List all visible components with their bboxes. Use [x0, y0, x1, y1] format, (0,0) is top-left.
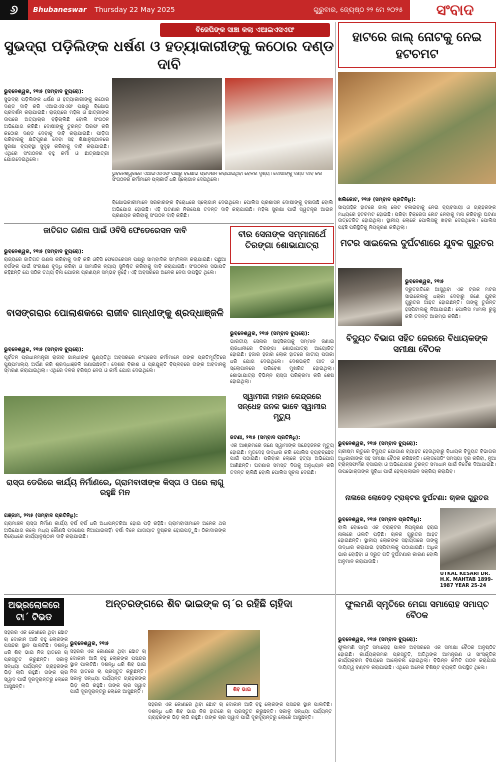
vidhayak-photo — [338, 360, 496, 428]
sswami-dateline: ଜଟଣୀ, ୨୧ା୫ (ସମ୍ବାଦ ପ୍ରତିନିଧି): — [230, 435, 301, 441]
road-column — [4, 502, 226, 592]
lead-column-1 — [4, 78, 109, 220]
cycle-column — [405, 268, 496, 330]
page-header — [0, 0, 500, 20]
lead-headline: ସୁଭଦ୍ରା ପଡ଼ିଲିଙ୍କ ଧର୍ଷଣ ଓ ହତ୍ୟାକାରୀଙ୍କୁ କଠୋର ଦଣ୍ଡ ଦାବି — [4, 39, 334, 73]
accident-dateline: ଭୁବନେଶ୍ୱର, ୨୧ା୫ (ସମ୍ବାଦ ପ୍ରତିନିଧି): — [338, 517, 422, 523]
phulmani-headline: ଫୁଲମଣି ସ୍ମୃତିରେ ମେଗା ସମାରୋହ ସମାପ୍ତ ବୈଠକ — [345, 600, 489, 621]
shiva-column-1 — [4, 630, 68, 760]
market-column — [338, 186, 496, 234]
rajiv-body: ପୂର୍ବତନ ପ୍ରଧାନମନ୍ତ୍ରୀ ରାଜୀବ ଗାନ୍ଧୀଙ୍କ ପୁଣ୍ୟତିଥି ଅବସରରେ କଂଗ୍ରେସ କର୍ମୀମାନେ ତାଙ୍କ ପ୍ରତିମୂର୍ତ୍ତିରେ ପୁଷ୍ପମାଲ୍ୟ ଅର୍ପଣ କରି ଶ୍ରଦ୍ଧାଞ୍ଜଳି ଜଣାଇଛନ୍ତି। ଦେଶର ବିକାଶ ଓ ପ୍ରଯୁକ୍ତି ବିପ୍ଳବରେ ତାଙ୍କ ଅବଦାନକୁ ସ୍ମରଣ କରାଯାଇଥିଲା। ଏଥିରେ ଦଳର ବରିଷ୍ଠ ନେତା ଓ କର୍ମୀ ଯୋଗ ଦେଇଥିଲେ। — [4, 355, 226, 375]
page-number: ୬ — [0, 0, 28, 20]
road-headline: ରାସ୍ତା ଡେରିରେ କାର୍ଯ୍ୟ ନିର୍ମାଣରେ, ଗ୍ରାମବାସୀଙ୍କ କିସ୍ତା ଓ ପରେ ଲାଗୁ ରହୁଛି ମନ — [6, 478, 224, 497]
lead-column-2 — [112, 200, 333, 222]
obc-body: ରାଜ୍ୟରେ ଜାତିଗତ ଗଣନା କରିବାକୁ ଦାବି କରି ଓବିସି ଫେଡେରେସନ ପକ୍ଷରୁ ସାମ୍ବାଦିକ ସମ୍ମିଳନୀ କରାଯାଇଛି। ପଛୁଆ ବର୍ଗଙ୍କ ପାଇଁ ସଂରକ୍ଷଣ ବୃଦ୍ଧି କରିବା ଓ ସାମାଜିକ ନ୍ୟାୟ ସୁନିଶ୍ଚିତ କରିବାକୁ ଦାବି କରାଯାଇଛି। ସଂଗଠନର ସଭାପତି କହିଛନ୍ତି ଯେ ସଠିକ ତଥ୍ୟ ବିନା ଯୋଜନା ପ୍ରଣୟନ ସମ୍ଭବ ନୁହେଁ। ଏହି ଅବସରରେ ଅନେକ ନେତା ଉପସ୍ଥିତ ଥିଲେ। — [4, 257, 226, 277]
vidhayak-column — [338, 430, 496, 490]
lead-body: ସୁଭଦ୍ରା ପଡ଼ିଲିଙ୍କ ଧର୍ଷଣ ଓ ହତ୍ୟାକାରୀଙ୍କୁ କଠୋର ଦଣ୍ଡ ଦାବି କରି ଏଆଇଏସଏଫ ପକ୍ଷରୁ ବିକ୍ଷୋଭ ପ୍ରଦର୍ଶନ କରାଯାଇଛି। ରାଜ୍ୟରେ ମହିଳା ଓ ଛାତ୍ରୀଙ୍କ ଉପରେ ଅତ୍ୟାଚାର ବଢ଼ିଚାଲିଛି ବୋଲି ସଂଗଠନ ଅଭିଯୋଗ କରିଛି। ଦୋଷୀଙ୍କୁ ତୁରନ୍ତ ଗିରଫ କରି କଠୋର ଦଣ୍ଡ ଦେବାକୁ ଦାବି କରାଯାଇଛି। ପୀଡ଼ିତା ପରିବାରକୁ କ୍ଷତିପୂରଣ ଦେବା ସହ ଶିକ୍ଷାନୁଷ୍ଠାନରେ ସୁରକ୍ଷା ବ୍ୟବସ୍ଥା ସୁଦୃଢ଼ କରିବାକୁ ଦାବି କରାଯାଇଛି। ଏଥିରେ ସଂଗଠନର ବହୁ କର୍ମୀ ଓ ଛାତ୍ରଛାତ୍ରୀ ଯୋଗଦେଇଥିଲେ। — [4, 97, 109, 164]
lead-body-2: ବିକ୍ଷୋଭକାରୀମାନେ ସରକାରଙ୍କ ବିରୋଧରେ ସ୍ଲୋଗାନ ଦେଇଥିଲେ। ପୋଲିସ ପ୍ରଶାସନ ଦୋଷୀଙ୍କୁ ବଞ୍ଚାଉଛି ବୋଲି ଅଭିଯୋଗ ହୋଇଛି। ଏହି ଘଟଣାର ନିରପେକ୍ଷ ତଦନ୍ତ ଦାବି କରାଯାଇଛି। ମହିଳା ସୁରକ୍ଷା ପାଇଁ ସ୍ୱତନ୍ତ୍ର ଆଇନ ପ୍ରଣୟନ କରିବାକୁ ସଂଗଠନ ଦାବି କରିଛି। — [112, 200, 333, 220]
shiva-body-3: ସହରର ଏକ କୋଣରେ ଥିବା ଛୋଟ ଚା ଦୋକାନ ଆଜି ବହୁ ଲୋକଙ୍କ ପସନ୍ଦର ସ୍ଥାନ ପାଲଟିଛି। ଦଶନ୍ଧି ଧରି ଶିବ ଭାଇ ନିଜ ହାତରେ ଚା ପ୍ରସ୍ତୁତ କରୁଛନ୍ତି। ସକାଳୁ ସନ୍ଧ୍ୟା ପର୍ଯ୍ୟନ୍ତ ଗ୍ରାହକଙ୍କ ଭିଡ଼ ଲାଗି ରହୁଛି। ତାଙ୍କ ଚାର ସ୍ୱାଦ ପାଇଁ ଦୂରଦୂରାନ୍ତରୁ ଲୋକେ ଆସୁଛନ୍ତି। — [148, 702, 332, 722]
lead-kicker: ବିଜେପିଙ୍କ ସାଞ୍ଚା କଲା ଏଆଇଏସଏଫ — [160, 23, 330, 37]
rajiv-column — [4, 336, 226, 394]
shiva-ad: ଅଭ୍ରଲୋକରେ ଟା´ ଟିଭଡ — [4, 598, 64, 626]
edition-name: Bhubaneswar — [33, 6, 87, 14]
lead-photo-2 — [225, 78, 333, 170]
shiva-body: ସହରର ଏକ କୋଣରେ ଥିବା ଛୋଟ ଚା ଦୋକାନ ଆଜି ବହୁ ଲୋକଙ୍କ ପସନ୍ଦର ସ୍ଥାନ ପାଲଟିଛି। ଦଶନ୍ଧି ଧରି ଶିବ ଭାଇ ନିଜ ହାତରେ ଚା ପ୍ରସ୍ତୁତ କରୁଛନ୍ତି। ସକାଳୁ ସନ୍ଧ୍ୟା ପର୍ଯ୍ୟନ୍ତ ଗ୍ରାହକଙ୍କ ଭିଡ଼ ଲାଗି ରହୁଛି। ତାଙ୍କ ଚାର ସ୍ୱାଦ ପାଇଁ ଦୂରଦୂରାନ୍ତରୁ ଲୋକେ ଆସୁଛନ୍ତି। — [4, 630, 68, 690]
lead-photo-1 — [112, 78, 222, 170]
vidhayak-dateline: ଭୁବନେଶ୍ୱର, ୨୧ା୫ (ସମ୍ବାଦ ବ୍ୟୁରୋ): — [338, 441, 418, 447]
date-odia: ଗୁରୁବାର, ଜ୍ୟେଷ୍ଠ ୨୨ ମେ ୨୦୨୫ — [313, 5, 403, 14]
road-body: ଗ୍ରାମାଞ୍ଚଳ ରାସ୍ତା ନିର୍ମାଣ କାର୍ଯ୍ୟ ବର୍ଷ ବର୍ଷ ଧରି ଅଧାପନ୍ତରିଆ ହୋଇ ପଡ଼ି ରହିଛି। ଗ୍ରାମବାସୀମାନେ ଅନେକ ଥର ଅଭିଯୋଗ କଲେ ମଧ୍ୟ କୌଣସି ପଦକ୍ଷେପ ନିଆଯାଇନାହିଁ। ବର୍ଷା ଦିନେ ଯାତାୟାତ ଦୁଷ୍କର ହୋଇପଡ଼ୁଛି। ଠିକାଦାରଙ୍କ ବିରୋଧରେ କାର୍ଯ୍ୟାନୁଷ୍ଠାନ ଦାବି କରାଯାଇଛି। — [4, 521, 226, 541]
divider-line — [4, 223, 334, 224]
lead-photo-caption: ଭୁବନେଶ୍ୱରରେ ଏଆଇଏସଏଫ ପକ୍ଷରୁ ବିକ୍ଷୋଭ ପ୍ରଦର୍ଶନ କରାଯାଇଥିବା ବେଳର ଦୃଶ୍ୟ। ଦୋଷୀଙ୍କୁ ଦଣ୍ଡ ଦାବି କରି ସଂଗଠନର କର୍ମୀମାନେ ପ୍ଲାକାର୍ଡ ଧରି ସ୍ଲୋଗାନ ଦେଇଥିଲେ। — [112, 172, 323, 184]
obc-headline: ଜାତିଗତ ଗଣନା ପାଇଁ ଓବିସି ଫେଡେରେସନ ଦାବି — [43, 226, 187, 235]
rajiv-photo — [4, 396, 226, 474]
obc-dateline: ଭୁବନେଶ୍ୱର, ୨୧ା୫ (ସମ୍ବାଦ ବ୍ୟୁରୋ): — [4, 249, 84, 255]
tiranga-headline: ବୀର ସେନାଙ୍କ ସମ୍ମାନାର୍ଥେ ତିରଙ୍ଗା ଶୋଭାଯାତ୍ରା — [230, 226, 334, 264]
date-english: Thursday 22 May 2025 — [94, 6, 175, 14]
shiva-badge: ଶିବ ଭାଇ — [226, 684, 258, 697]
cycle-photo — [338, 268, 402, 326]
lead-dateline: ଭୁବନେଶ୍ୱର, ୨୧ା୫ (ସମ୍ବାଦ ବ୍ୟୁରୋ): — [4, 89, 84, 95]
phulmani-dateline: ଭୁବନେଶ୍ୱର, ୨୧ା୫ (ସମ୍ବାଦ ବ୍ୟୁରୋ): — [338, 637, 418, 643]
market-photo — [338, 72, 496, 184]
road-dateline: ଗଞ୍ଜାମ, ୨୧ା୫ (ସମ୍ବାଦ ପ୍ରତିନିଧି): — [4, 513, 78, 519]
cycle-headline: ମଟର ସାଇକେଲ ଦୁର୍ଘଟଣାରେ ଯୁବକ ଗୁରୁତର — [340, 239, 494, 249]
sswami-column — [230, 424, 334, 578]
accident-column — [338, 506, 438, 596]
obc-column — [4, 238, 226, 306]
rajiv-dateline: ଭୁବନେଶ୍ୱର, ୨୧ା୫ (ସମ୍ବାଦ ବ୍ୟୁରୋ): — [4, 347, 84, 353]
cycle-dateline: ଭୁବନେଶ୍ୱର, ୨୧ା୫ — [405, 279, 444, 285]
tiranga-column — [230, 320, 334, 388]
sswami-body: ଏକ ଆଶ୍ରମରେ ଜଣେ ସ୍ୱାମୀଙ୍କ ସନ୍ଦେହଜନକ ମୃତ୍ୟୁ ହୋଇଛି। ମୃତଦେହ ଉଦ୍ଧାର କରି ପୋଲିସ ବ୍ୟବଚ୍ଛେଦ ପାଇଁ ପଠାଇଛି। ପରିବାର ଲୋକେ ହତ୍ୟା ଅଭିଯୋଗ ଆଣିଛନ୍ତି। ଘଟଣାର ସମସ୍ତ ଦିଗକୁ ଅନୁଧ୍ୟାନ କରି ତଦନ୍ତ ଚାଲିଛି ବୋଲି ପୋଲିସ ସୂଚନା ଦେଇଛି। — [230, 443, 334, 476]
divider-line — [4, 594, 496, 595]
header-bar — [28, 0, 408, 20]
sswami-headline: ସ୍ୱାମୀଜୀ ମହାନ କେନ୍ଦ୍ରରେ ସନ୍ଧେହ ଜନକ ଭାବେ ସ୍ୱାମୀର ମୃତ୍ୟୁ — [237, 392, 327, 421]
cycle-body: ଦ୍ରୁତଗତିରେ ଆସୁଥିବା ଏକ ଟ୍ରକ ମଟର ସାଇକେଲକୁ ଧକ୍କା ଦେବାରୁ ଜଣେ ଯୁବକ ଗୁରୁତର ଆହତ ହୋଇଛନ୍ତି। ତାଙ୍କୁ ତୁରନ୍ତ ହସ୍ପିଟାଲକୁ ନିଆଯାଇଛି। ପୋଲିସ ମାମଲା ରୁଜୁ କରି ତଦନ୍ତ ଆରମ୍ଭ କରିଛି। — [405, 287, 496, 320]
phulmani-body: ଫୁଲମଣି ସ୍ମୃତି ସମାରୋହ ପାଳନ ଅବସରରେ ଏକ ସମୀକ୍ଷା ବୈଠକ ଅନୁଷ୍ଠିତ ହୋଇଛି। କାର୍ଯ୍ୟକ୍ରମର ପ୍ରସ୍ତୁତି, ଅତିଥିଙ୍କ ଆମନ୍ତ୍ରଣ ଓ ସାଂସ୍କୃତିକ କାର୍ଯ୍ୟକ୍ରମ ବିଷୟରେ ଆଲୋଚନା ହୋଇଥିଲା। ବିଭିନ୍ନ କମିଟି ଗଠନ କରାଯାଇ ଦାୟିତ୍ୱ ବଣ୍ଟନ କରାଯାଇଛି। ଏଥିରେ ଅନେକ ବିଶିଷ୍ଟ ବ୍ୟକ୍ତି ଉପସ୍ଥିତ ଥିଲେ। — [338, 645, 496, 672]
shiva-column-3 — [148, 702, 332, 760]
masthead-logo: ସଂବାଦ — [408, 0, 500, 20]
market-headline: ହାଟରେ ଜାଲ୍ ନୋଟକୁ ନେଇ ହଟଚମଟ — [338, 22, 496, 68]
phulmani-column — [338, 626, 496, 760]
market-body: ସାପ୍ତାହିକ ହାଟରେ ଜାଲ୍ ନୋଟ ଚଳାଇବାକୁ ନେଇ ବ୍ୟବସାୟୀ ଓ ଗ୍ରାହକଙ୍କ ମଧ୍ୟରେ ହଟଚମଟ ହୋଇଛି। ପରିବା ବିକ୍ରେତା ନୋଟ ନେବାକୁ ମନା କରିବାରୁ ଘଟଣା ଉତ୍ତେଜିତ ହୋଇଥିଲା। ସ୍ଥାନୀୟ ଲୋକେ ପୋଲିସକୁ ଖବର ଦେଇଥିଲେ। ପୋଲିସ ପହଞ୍ଚି ପରିସ୍ଥିତିକୁ ନିୟନ୍ତ୍ରଣ କରିଥିଲା। — [338, 205, 496, 232]
vidhayak-body: ଗ୍ରୀଷ୍ମ ଋତୁରେ ବିଦ୍ୟୁତ ଯୋଗାଣ ବ୍ୟାହତ ହେଉଥିବାରୁ ବିଧାୟକ ବିଦ୍ୟୁତ ବିଭାଗର ଅଧିକାରୀଙ୍କ ସହ ସମୀକ୍ଷା ବୈଠକ କରିଛନ୍ତି। ଲୋଡସେଡିଂ ସମସ୍ୟା ଦୂର କରିବା, ନୂଆ ଟ୍ରାନ୍ସଫର୍ମର ବସାଇବା ଓ ଅଭିଯୋଗର ତୁରନ୍ତ ସମାଧାନ ପାଇଁ ନିର୍ଦ୍ଦେଶ ଦିଆଯାଇଛି। ଉପଭୋକ୍ତାଙ୍କ ସୁବିଧା ପାଇଁ ହେଲ୍ପଲାଇନ ସକ୍ରିୟ କରାଯିବ। — [338, 449, 496, 476]
accident-body: ବାଲି ବୋଝେଇ ଏକ ଟ୍ରାକ୍ଟର ନିୟନ୍ତ୍ରଣ ହରାଇ ନାଳାରେ ଓଲଟି ପଡ଼ିଛି। ଚାଳକ ଗୁରୁତର ଆହତ ହୋଇଛନ୍ତି। ସ୍ଥାନୀୟ ଲୋକଙ୍କ ସହାୟତାରେ ତାଙ୍କୁ ଉଦ୍ଧାର କରାଯାଇ ହସ୍ପିଟାଲକୁ ପଠାଯାଇଛି। ଅଧିକ ଭାର ବୋହିବା ଓ ଦ୍ରୁତ ଗତି ଦୁର୍ଘଟଣାର କାରଣ ବୋଲି ଅନୁମାନ କରାଯାଉଛି। — [338, 525, 438, 565]
rajiv-headline: ବାସଙ୍ଗରାର ପୋଲାଶକରେ ରାଜୀବ ଗାନ୍ଧୀଙ୍କୁ ଶ୍ରଦ୍ଧାଞ୍ଜଳି — [6, 308, 224, 319]
shiva-body-2: ସହରର ଏକ କୋଣରେ ଥିବା ଛୋଟ ଚା ଦୋକାନ ଆଜି ବହୁ ଲୋକଙ୍କ ପସନ୍ଦର ସ୍ଥାନ ପାଲଟିଛି। ଦଶନ୍ଧି ଧରି ଶିବ ଭାଇ ନିଜ ହାତରେ ଚା ପ୍ରସ୍ତୁତ କରୁଛନ୍ତି। ସକାଳୁ ସନ୍ଧ୍ୟା ପର୍ଯ୍ୟନ୍ତ ଗ୍ରାହକଙ୍କ ଭିଡ଼ ଲାଗି ରହୁଛି। ତାଙ୍କ ଚାର ସ୍ୱାଦ ପାଇଁ ଦୂରଦୂରାନ୍ତରୁ ଲୋକେ ଆସୁଛନ୍ତି। — [70, 649, 146, 696]
shiva-column-2 — [70, 630, 146, 760]
column-divider — [335, 22, 336, 762]
accident-sign: UTKAL KESARI DR. H.K. MAHTAB 1899-1987 YEAR 25-24 — [440, 572, 493, 590]
accident-headline: ନାଳାରେ ଲୋଡେଡ଼ ଟ୍ରାକ୍ଟର ଦୁର୍ଘଟଣା: ଚାଳକ ଗୁରୁତର — [345, 494, 489, 502]
shiva-dateline: ଭୁବନେଶ୍ୱର, ୨୧ା୫ — [70, 641, 109, 647]
market-dateline: ଖଲିକୋଟ, ୨୧ା୫ (ସମ୍ବାଦ ପ୍ରତିନିଧି): — [338, 197, 416, 203]
accident-photo — [440, 508, 496, 570]
tiranga-body: ଭାରତୀୟ ସେନାର ସାହସିକତାକୁ ସମ୍ମାନ ଜଣାଇ ରାଜଧାନୀରେ ତିରଙ୍ଗା ଶୋଭାଯାତ୍ରା ଆୟୋଜିତ ହୋଇଛି। ହଜାର ହଜାର ଲୋକ ହାତରେ ଜାତୀୟ ପତାକା ଧରି ଯୋଗ ଦେଇଥିଲେ। ଦେଶଭକ୍ତି ଗୀତ ଓ ସ୍ଲୋଗାନରେ ପରିବେଶ ମୁଖରିତ ହୋଇଥିଲା। ଶୋଭାଯାତ୍ରା ବିଭିନ୍ନ ରାସ୍ତା ପରିକ୍ରମା କରି ଶେଷ ହୋଇଥିଲା। — [230, 339, 334, 386]
tiranga-dateline: ଭୁବନେଶ୍ୱର, ୨୧ା୫ (ସମ୍ବାଦ ବ୍ୟୁରୋ): — [230, 331, 310, 337]
shiva-headline: ଅନ୍ତରଙ୍ଗରେ ଶିବ ଭାଇଙ୍କ ଚା´ର ରହିଛି ଚାହିଦା — [105, 599, 293, 610]
vidhayak-headline: ବିଦ୍ୟୁତ ବିଭାଗ ସହିତ ଜେରରେ ବିଧାୟକଙ୍କ ସମୀକ୍ଷା ବୈଠକ — [346, 334, 488, 355]
tiranga-photo — [230, 266, 334, 318]
